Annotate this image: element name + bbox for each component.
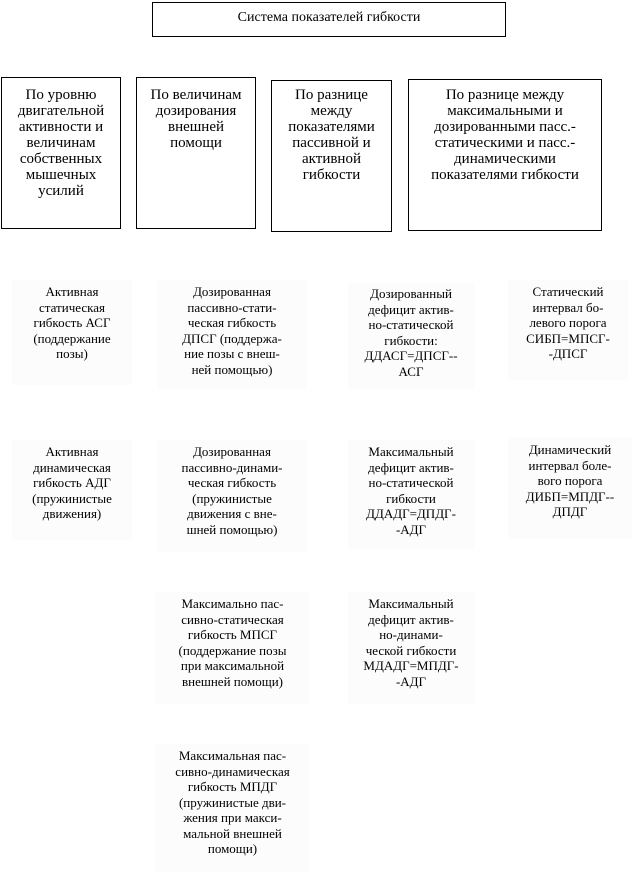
dosed-passive-dynamic-flexibility: Дозированная пассивно-динами- ческая гибкость (пружинистые движения с вне- шней помощью) [158,440,306,552]
dosed-active-static-deficit: Дозированный дефицит актив- но-статической гибкости: ДДАСГ=ДПСГ-- АСГ [348,282,474,390]
max-passive-static-flexibility: Максимально пас- сивно-статическая гибкость МПСГ (поддержание позы при максимальной внешней помощи) [155,592,310,704]
dosed-passive-static-flexibility: Дозированная пассивно-стати- ческая гибкость ДПСГ (поддержа- ние позы с внеш- ней помощью) [158,280,306,390]
max-active-dynamic-deficit: Максимальный дефицит актив- но-динами- ческой гибкости МДАДГ=МПДГ- -АДГ [348,592,474,704]
category-box-max-dosed-difference: По разнице между максимальными и дозированными пасс.-статическими и пасс.-динамическими показателями гибкости [408,79,602,231]
category-box-motor-activity: По уровню двигательной активности и величинам собственных мышечных усилий [1,77,121,229]
static-pain-threshold-interval: Статический интервал бо- левого порога СИБП=МПСГ- -ДПСГ [508,280,628,380]
diagram-title: Система показателей гибкости [152,2,506,37]
max-passive-dynamic-flexibility: Максимальная пас- сивно-динамическая гибкость МПДГ (пружинистые дви- жения при макси- мальной внешней помощи) [155,744,310,872]
dynamic-pain-threshold-interval: Динамический интервал боле- вого порога ДИБП=МПДГ-- ДПДГ [508,438,632,538]
category-box-passive-active-difference: По разнице между показателями пассивной и активной гибкости [271,80,392,232]
category-box-external-help: По величинам дозирования внешней помощи [136,77,256,229]
active-dynamic-flexibility: Активная динамическая гибкость АДГ (пружинистые движения) [12,440,132,540]
active-static-flexibility: Активная статическая гибкость АСГ (поддержание позы) [12,280,132,385]
max-active-static-deficit: Максимальный дефицит актив- но-статической гибкости ДДАДГ=ДПДГ- -АДГ [348,440,474,550]
